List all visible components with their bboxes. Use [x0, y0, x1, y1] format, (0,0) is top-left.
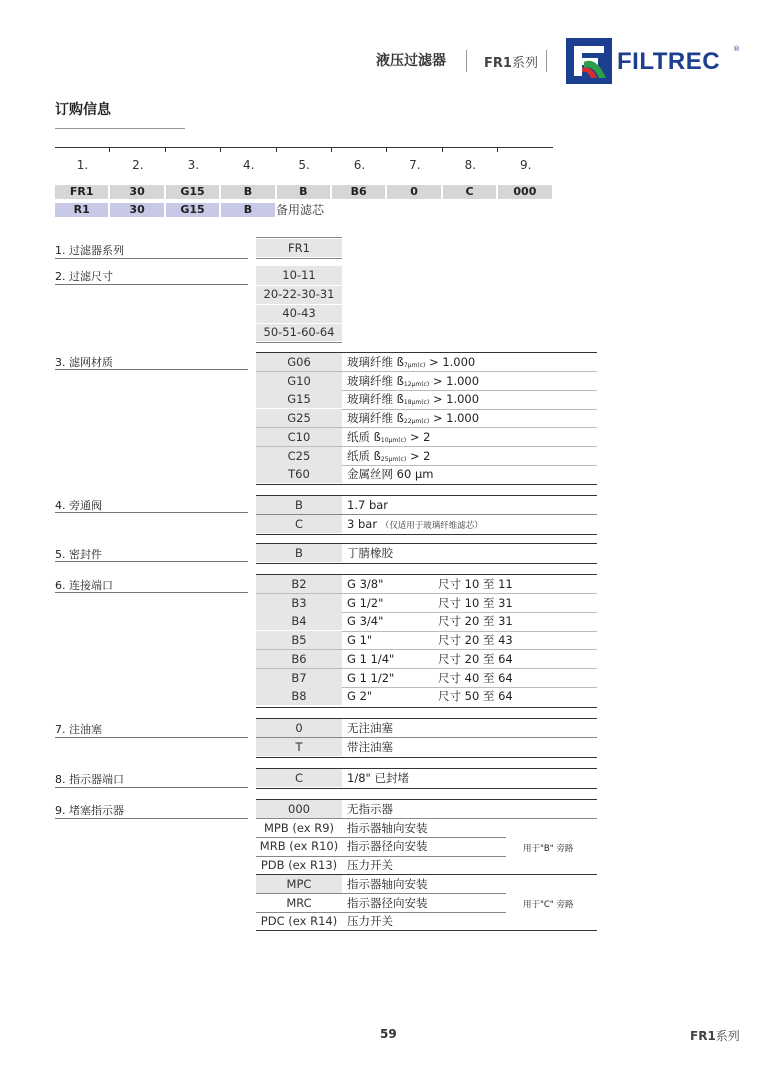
port-size-b6: 尺寸 20 至 64: [438, 651, 513, 666]
section-2-rule: [55, 284, 248, 285]
column-tick-4: [276, 147, 277, 152]
column-number-7: 7.: [409, 158, 421, 172]
port-code-b8: B8: [256, 687, 342, 705]
indicator-desc-5: 指示器径向安装: [347, 895, 428, 910]
indicator-desc-1: 指示器轴向安装: [347, 820, 428, 835]
spare-code-cell-3: G15: [166, 203, 219, 217]
column-tick-7: [442, 147, 443, 152]
media-desc-g06: 玻璃纤维 $ß_{7\mu m(c)} > 1.000$: [347, 355, 476, 369]
port-size-b2: 尺寸 10 至 11: [438, 577, 513, 591]
column-number-1: 1.: [76, 158, 89, 172]
plug-0-desc: 无注油塞: [347, 721, 393, 735]
port-code-b3: B3: [256, 594, 342, 612]
section-7-bottom-rule: [256, 757, 597, 758]
column-number-8: 8.: [464, 158, 477, 172]
code-table-rule: [55, 147, 553, 148]
indicator-desc-3: 压力开关: [347, 858, 393, 873]
media-code-g15: G15: [256, 390, 342, 408]
header-title: 液压过滤器: [376, 53, 446, 69]
section-8-rule: [55, 787, 248, 788]
section-5-label: 5. 密封件: [55, 548, 102, 561]
code-size-40-43: 40-43: [282, 306, 316, 320]
order-code-cell-5: B: [277, 185, 330, 199]
section-8-label: 8. 指示器端口: [55, 773, 124, 786]
bypass-c-desc: 3 bar （仅适用于玻璃纤维滤芯）: [347, 517, 483, 531]
port-thread-b4: G 3/4": [347, 614, 384, 629]
page-title: 订购信息: [55, 102, 111, 118]
section-1-top-rule: [256, 237, 342, 238]
port-thread-b2: G 3/8": [347, 577, 384, 591]
logo-registered-mark: ®: [733, 45, 740, 53]
indicator-desc-0: 无指示器: [347, 802, 393, 816]
spare-element-note: 备用滤芯: [276, 203, 325, 217]
port-size-b8: 尺寸 50 至 64: [438, 689, 513, 704]
media-code-g25: G25: [256, 409, 342, 427]
indicator-code-5: MRC: [286, 895, 312, 910]
section-7-rule: [55, 737, 248, 738]
code-size-10-11: 10-11: [282, 268, 316, 282]
spare-code-cell-1: R1: [55, 203, 108, 217]
order-code-cell-4: B: [221, 185, 274, 199]
column-number-6: 6.: [353, 158, 366, 172]
port-code-b7: B7: [256, 669, 342, 687]
code-size-50-64: 50-51-60-64: [263, 325, 335, 339]
code-bypass-c: C: [256, 515, 342, 533]
code-indicator-port-c: C: [256, 769, 342, 787]
section-2-bottom-rule: [256, 342, 342, 343]
media-desc-c10: 纸质 $ß_{10\mu m(c)} > 2$: [347, 429, 431, 444]
column-number-3: 3.: [187, 158, 200, 172]
order-code-cell-7: 0: [387, 185, 440, 199]
media-desc-g15: 玻璃纤维 $ß_{18\mu m(c)} > 1.000$: [347, 392, 480, 407]
port-code-b6: B6: [256, 650, 342, 668]
section-6-bottom-rule: [256, 707, 597, 708]
port-thread-b6: G 1 1/4": [347, 651, 395, 666]
column-number-5: 5.: [298, 158, 310, 172]
section-4-label: 4. 旁通阀: [55, 499, 102, 512]
indicator-code-0: 000: [256, 800, 342, 818]
port-code-b5: B5: [256, 631, 342, 649]
column-tick-1: [109, 147, 110, 152]
media-code-g06: G06: [256, 353, 342, 371]
footer-series: FR1系列: [690, 1029, 740, 1043]
seal-b-desc: 丁腈橡胶: [347, 546, 393, 560]
bypass-b-desc: 1.7 bar: [347, 498, 389, 512]
media-desc-g10: 玻璃纤维 $ß_{12\mu m(c)} > 1.000$: [347, 373, 480, 388]
section-2-label: 2. 过滤尺寸: [55, 270, 113, 283]
indicator-code-1: MPB (ex R9): [263, 820, 335, 835]
section-6-rule: [55, 592, 248, 593]
port-code-b2: B2: [256, 575, 342, 593]
section-9-bottom-rule: [256, 930, 597, 931]
indicator-desc-2: 指示器径向安装: [347, 839, 428, 854]
section-4-rule: [55, 512, 248, 513]
page-number: 59: [380, 1027, 397, 1041]
port-thread-b8: G 2": [347, 689, 373, 704]
section-3-rule: [55, 369, 248, 370]
note-bypass-c: 用于"C" 旁路: [523, 900, 574, 910]
code-bypass-b: B: [256, 496, 342, 514]
order-code-cell-8: C: [443, 185, 496, 199]
indicator-code-2: MRB (ex R10): [259, 839, 339, 854]
code-size-20-31: 20-22-30-31: [263, 287, 335, 301]
order-code-cell-6: B6: [332, 185, 385, 199]
section-1-bottom-rule: [256, 258, 342, 259]
column-number-9: 9.: [519, 158, 532, 172]
port-code-b4: B4: [256, 612, 342, 630]
section-7-label: 7. 注油塞: [55, 723, 102, 736]
section-1-label: 1. 过滤器系列: [55, 244, 124, 257]
code-plug-0: 0: [256, 719, 342, 737]
order-code-cell-9: 000: [498, 185, 551, 199]
media-desc-t60: 金属丝网 60 µm: [347, 467, 434, 482]
column-tick-8: [497, 147, 498, 152]
column-number-2: 2.: [132, 158, 144, 172]
section-9-rule: [55, 818, 248, 819]
note-bypass-b: 用于"B" 旁路: [523, 844, 574, 854]
column-tick-3: [220, 147, 221, 152]
port-size-b7: 尺寸 40 至 64: [438, 670, 513, 685]
column-tick-6: [386, 147, 387, 152]
code-plug-t: T: [256, 738, 342, 756]
indicator-code-4: MPC: [256, 875, 342, 893]
title-underline: [55, 128, 185, 129]
media-code-c25: C25: [256, 447, 342, 465]
filtrec-logo-icon: [566, 38, 612, 84]
indicator-code-6: PDC (ex R14): [260, 914, 338, 929]
code-fr1: FR1: [256, 239, 342, 257]
code-seal-b: B: [256, 544, 342, 562]
media-desc-g25: 玻璃纤维 $ß_{22\mu m(c)} > 1.000$: [347, 411, 480, 426]
section-3-label: 3. 滤网材质: [55, 356, 113, 369]
section-6-label: 6. 连接端口: [55, 579, 113, 592]
port-size-b3: 尺寸 10 至 31: [438, 595, 513, 610]
plug-t-desc: 带注油塞: [347, 740, 393, 754]
order-code-cell-1: FR1: [55, 185, 108, 199]
section-5-rule: [55, 561, 248, 562]
section-1-rule: [55, 258, 248, 259]
section-9-label: 9. 堵塞指示器: [55, 804, 124, 817]
media-code-g10: G10: [256, 372, 342, 390]
column-number-4: 4.: [242, 158, 255, 172]
port-thread-b5: G 1": [347, 633, 373, 648]
media-code-c10: C10: [256, 428, 342, 446]
port-thread-b3: G 1/2": [347, 595, 384, 610]
section-4-bottom-rule: [256, 534, 597, 535]
spare-code-cell-2: 30: [110, 203, 163, 217]
order-code-cell-2: 30: [110, 185, 163, 199]
port-size-b4: 尺寸 20 至 31: [438, 614, 513, 629]
column-tick-2: [165, 147, 166, 152]
spare-code-cell-4: B: [221, 203, 274, 217]
port-size-b5: 尺寸 20 至 43: [438, 633, 513, 648]
section-8-bottom-rule: [256, 788, 597, 789]
indicator-desc-6: 压力开关: [347, 914, 393, 929]
header-series: FR1系列: [484, 56, 538, 71]
logo-text: FILTREC: [617, 48, 721, 75]
order-code-cell-3: G15: [166, 185, 219, 199]
indicator-code-3: PDB (ex R13): [260, 858, 338, 873]
column-tick-5: [331, 147, 332, 152]
section-3-bottom-rule: [256, 484, 597, 485]
section-5-bottom-rule: [256, 563, 597, 564]
indicator-desc-4: 指示器轴向安装: [347, 876, 428, 891]
header-divider-2: [546, 50, 547, 72]
media-desc-c25: 纸质 $ß_{25\mu m(c)} > 2$: [347, 448, 431, 463]
header-divider: [466, 50, 467, 72]
media-code-t60: T60: [256, 465, 342, 483]
indicator-port-desc: 1/8" 已封堵: [347, 771, 409, 785]
port-thread-b7: G 1 1/2": [347, 670, 395, 685]
